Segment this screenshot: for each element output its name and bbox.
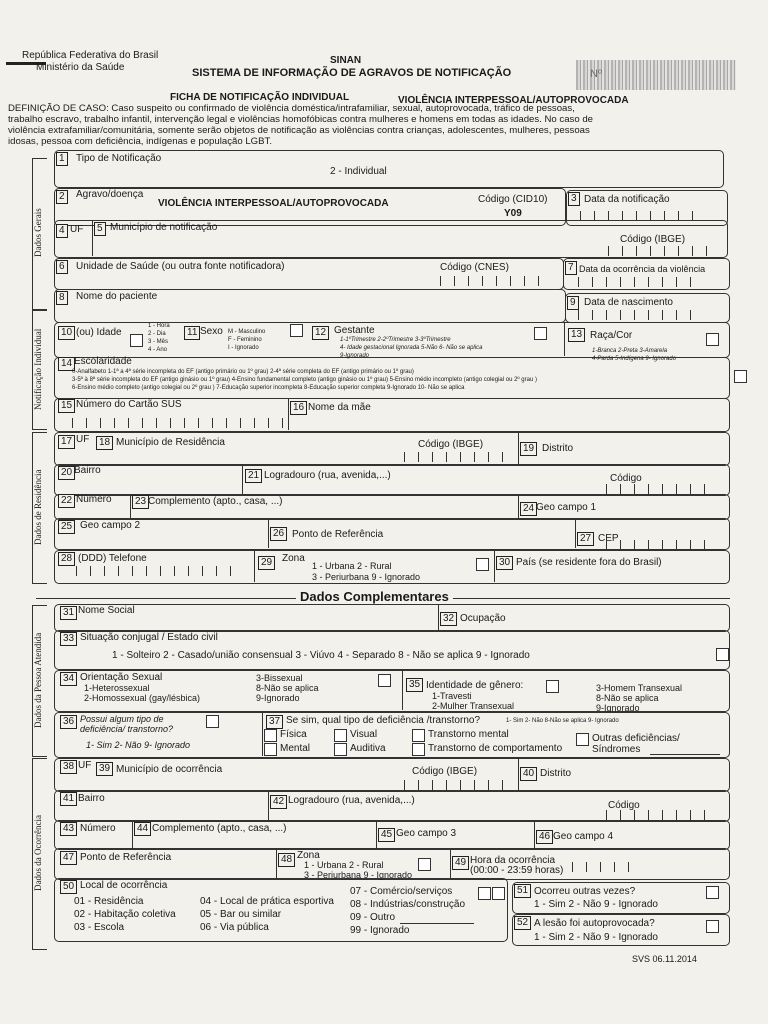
field-label: Orientação Sexual bbox=[80, 672, 163, 683]
section-title-complementares: Dados Complementares bbox=[296, 589, 453, 604]
disability-item-label: Transtorno mental bbox=[428, 729, 509, 740]
divider bbox=[575, 518, 576, 548]
divider bbox=[450, 848, 451, 878]
self-harm-checkbox[interactable] bbox=[706, 920, 719, 933]
divider bbox=[254, 550, 255, 582]
field-number: 34 bbox=[60, 672, 77, 686]
field-number: 29 bbox=[258, 556, 275, 570]
race-options: 1-Branca 2-Preta 3-Amarela 4-Parda 5-Indígena 9- Ignorado bbox=[592, 348, 677, 362]
code-label: Código (IBGE) bbox=[620, 234, 686, 245]
code-label: Código (CNES) bbox=[440, 262, 509, 273]
code-ticks bbox=[608, 246, 720, 256]
orientation-checkbox[interactable] bbox=[378, 674, 391, 687]
gender-options-1: 1-Travesti 2-Mulher Transexual bbox=[432, 691, 515, 711]
field-number: 20 bbox=[58, 466, 75, 480]
field-number: 44 bbox=[134, 822, 151, 836]
field-number: 45 bbox=[378, 828, 395, 842]
field-number: 10 bbox=[58, 326, 75, 340]
disability-item-label: Transtorno de comportamento bbox=[428, 743, 563, 754]
code-label: Código (IBGE) bbox=[412, 766, 478, 777]
divider bbox=[276, 848, 277, 878]
field-number: 14 bbox=[58, 357, 75, 371]
field-label: Ponto de Referência bbox=[292, 529, 384, 540]
field-label: Tipo de Notificação bbox=[76, 153, 162, 164]
zone-options: 1 - Urbana 2 - Rural 3 - Periurbana 9 - Ignorado bbox=[312, 561, 421, 582]
code-label: Código (IBGE) bbox=[418, 439, 484, 450]
pregnancy-options: 1-1ºTrimestre 2-2ºTrimestre 3-3ºTrimestre 4- Idade gestacional Ignorada 5-Não 6- Não se aplica 9-Ignorado bbox=[340, 337, 483, 359]
field-number: 25 bbox=[58, 520, 75, 534]
orientation-options-1: 1-Heterossexual 2-Homossexual (gay/lésbica) bbox=[84, 683, 201, 703]
orientation-options-2: 3-Bissexual 8-Não se aplica 9-Ignorado bbox=[256, 673, 319, 703]
field-label: Ponto de Referência bbox=[80, 852, 172, 863]
location-options-col3: 07 - Comércio/serviços 08 - Indústrias/construção 09 - Outro 99 - Ignorado bbox=[350, 886, 466, 936]
age-unit-checkbox[interactable] bbox=[130, 334, 143, 347]
field-label: Local de ocorrência bbox=[80, 880, 168, 891]
field-number: 32 bbox=[440, 612, 457, 626]
phone-ticks bbox=[76, 566, 244, 576]
field-label: Número bbox=[80, 823, 116, 834]
divider bbox=[262, 712, 263, 756]
field-number: 48 bbox=[278, 853, 295, 867]
divider bbox=[400, 923, 474, 924]
field-number: 37 bbox=[266, 715, 283, 729]
divider bbox=[288, 398, 289, 430]
field-label: Se sim, qual tipo de deficiência /transtorno? bbox=[286, 715, 480, 726]
field-label: Nome Social bbox=[78, 605, 135, 616]
field-label: (ou) Idade bbox=[76, 327, 122, 338]
visual-checkbox[interactable] bbox=[334, 729, 347, 742]
zone-checkbox[interactable] bbox=[476, 558, 489, 571]
divider bbox=[534, 820, 535, 848]
field-label: UF bbox=[76, 434, 90, 445]
field-label: Escolaridade bbox=[74, 356, 132, 367]
disability-item-label: Visual bbox=[350, 729, 378, 740]
field-label: Data da notificação bbox=[584, 194, 670, 205]
field-number: 7 bbox=[565, 261, 577, 275]
field-31-32-box[interactable] bbox=[54, 604, 730, 632]
code-ticks bbox=[404, 452, 516, 462]
field-number: 24 bbox=[520, 502, 537, 516]
field-label: Logradouro (rua, avenida,...) bbox=[288, 795, 415, 806]
field-label: Município de notificação bbox=[110, 222, 218, 233]
field-number: 21 bbox=[245, 469, 262, 483]
field-label: Logradouro (rua, avenida,...) bbox=[264, 470, 391, 481]
divider bbox=[132, 820, 133, 848]
divider bbox=[564, 322, 565, 356]
cep-ticks bbox=[606, 540, 718, 550]
field-number: 47 bbox=[60, 851, 77, 865]
gender-checkbox[interactable] bbox=[546, 680, 559, 693]
field-label: Zona bbox=[282, 553, 305, 564]
gender-options-2: 3-Homem Transexual 8-Não se aplica 9-Ignorado bbox=[596, 683, 683, 713]
field-number: 27 bbox=[577, 532, 594, 546]
field-label: Ocorreu outras vezes? bbox=[534, 886, 636, 897]
divider bbox=[402, 670, 403, 710]
cid10-code: Y09 bbox=[504, 208, 522, 219]
field-number: 16 bbox=[290, 401, 307, 415]
field-label: Município de ocorrência bbox=[116, 764, 223, 775]
field-label: Possui algum tipo de deficiência/ transtorno? bbox=[80, 714, 174, 734]
field-label: Número do Cartão SUS bbox=[76, 399, 182, 410]
date-ticks bbox=[578, 277, 704, 287]
field-number: 41 bbox=[60, 792, 77, 806]
notification-number-stamp: Nº bbox=[576, 60, 736, 90]
field-label: Ocupação bbox=[460, 613, 506, 624]
sus-card-ticks bbox=[72, 418, 296, 428]
field-number: 13 bbox=[568, 328, 585, 342]
divider bbox=[268, 790, 269, 820]
field-label: Bairro bbox=[78, 793, 105, 804]
field-label: País (se residente fora do Brasil) bbox=[516, 557, 662, 568]
agravo-value: VIOLÊNCIA INTERPESSOAL/AUTOPROVOCADA bbox=[158, 198, 389, 209]
field-label: CEP bbox=[598, 533, 619, 544]
field-label: Hora da ocorrência (00:00 - 23:59 horas) bbox=[470, 855, 564, 876]
field-number: 52 bbox=[514, 916, 531, 930]
field-number: 38 bbox=[60, 760, 77, 774]
field-label: (DDD) Telefone bbox=[78, 553, 147, 564]
field-number: 28 bbox=[58, 552, 75, 566]
field-number: 1 bbox=[56, 152, 68, 166]
field-label: Bairro bbox=[74, 465, 101, 476]
divider bbox=[242, 464, 243, 494]
field-number: 39 bbox=[96, 762, 113, 776]
zone-checkbox[interactable] bbox=[418, 858, 431, 871]
side-label-residencia: Dados de Residência bbox=[33, 469, 43, 545]
repeat-options: 1 - Sim 2 - Não 9 - Ignorado bbox=[534, 899, 658, 910]
code-ticks bbox=[606, 484, 718, 494]
code-label: Código bbox=[608, 800, 640, 811]
divider bbox=[268, 518, 269, 548]
code-ticks bbox=[606, 810, 718, 820]
location-checkbox-1[interactable] bbox=[478, 887, 491, 900]
field-label: UF bbox=[78, 760, 92, 771]
auditory-checkbox[interactable] bbox=[334, 743, 347, 756]
field-label: Geo campo 2 bbox=[80, 520, 141, 531]
age-unit-options: 1 - Hora 2 - Dia 3 - Mês 4 - Ano bbox=[148, 323, 170, 353]
notification-type-value: 2 - Individual bbox=[330, 166, 387, 177]
race-checkbox[interactable] bbox=[706, 333, 719, 346]
field-label: Gestante bbox=[334, 325, 375, 336]
field-label: Unidade de Saúde (ou outra fonte notificadora) bbox=[76, 261, 285, 272]
divider bbox=[376, 820, 377, 848]
field-number: 40 bbox=[520, 767, 537, 781]
field-number: 8 bbox=[56, 291, 68, 305]
system-title: SISTEMA DE INFORMAÇÃO DE AGRAVOS DE NOTIFICAÇÃO bbox=[192, 67, 512, 79]
ministry-label: Ministério da Saúde bbox=[36, 62, 125, 73]
zone-options: 1 - Urbana 2 - Rural 3 - Periurbana 9 - Ignorado bbox=[304, 860, 413, 880]
field-number: 11 bbox=[184, 326, 200, 340]
disability-item-label: Mental bbox=[280, 743, 311, 754]
field-number: 43 bbox=[60, 822, 77, 836]
behavior-disorder-checkbox[interactable] bbox=[412, 743, 425, 756]
sex-options: M - Masculino F - Feminino I - Ignorado bbox=[228, 329, 266, 351]
field-number: 30 bbox=[496, 556, 513, 570]
field-number: 19 bbox=[520, 442, 537, 456]
other-disability-checkbox[interactable] bbox=[576, 733, 589, 746]
side-label-gerais: Dados Gerais bbox=[33, 208, 43, 257]
republic-label: República Federativa do Brasil bbox=[22, 50, 159, 61]
ficha-title: FICHA DE NOTIFICAÇÃO INDIVIDUAL bbox=[170, 92, 350, 103]
divider bbox=[518, 494, 519, 518]
field-label: Data da ocorrência da violência bbox=[579, 264, 706, 274]
field-number: 46 bbox=[536, 830, 553, 844]
divider bbox=[438, 604, 439, 630]
cnes-ticks bbox=[440, 276, 552, 286]
field-number: 26 bbox=[270, 527, 287, 541]
side-label-ocorrencia: Dados da Ocorrência bbox=[33, 815, 43, 891]
date-ticks bbox=[578, 310, 704, 320]
field-label: Município de Residência bbox=[116, 437, 225, 448]
location-checkbox-2[interactable] bbox=[492, 887, 505, 900]
schooling-options: 0-Analfabeto 1-1ª a 4ª série incompleta do EF (antigo primário ou 1º grau) 2-4ª série completa do EF (antigo primário ou 1º grau) 3-5ª à 8ª série incompleta do EF (antigo ginásio ou 1º grau) 4-Ensino fundamental completo (antigo ginásio ou 1º grau) 5-Ensino médio incompleto (antigo colegial ou 2º grau ) 6-Ensino médio completo (antigo colegial ou 2º grau ) 7-Educação superior incompleta 8-Educação superior completa 9-Ignorado 10- Não se aplica bbox=[72, 369, 537, 391]
self-harm-options: 1 - Sim 2 - Não 9 - Ignorado bbox=[534, 932, 658, 943]
case-definition: DEFINIÇÃO DE CASO: Caso suspeito ou confirmado de violência doméstica/intrafamiliar, sexual, autoprovocada, tráfico de pessoas, trabalho escravo, trabalho infantil, intervenção legal e violências homofóbicas contra mulheres e homens em todas as idades. No caso de violência extrafamiliar/comunitária, somente serão objetos de notificação as violências contra crianças, adolescentes, mulheres, pessoas idosas, pessoa com deficiência, indígenas e população LGBT. bbox=[8, 103, 594, 147]
divider bbox=[130, 494, 131, 518]
code-ticks bbox=[404, 780, 516, 790]
disability-checkbox[interactable] bbox=[206, 715, 219, 728]
field-label: Geo campo 1 bbox=[536, 502, 597, 513]
time-ticks bbox=[572, 862, 642, 872]
field-number: 15 bbox=[58, 399, 75, 413]
mental-disorder-checkbox[interactable] bbox=[412, 729, 425, 742]
field-label: Zona bbox=[297, 850, 320, 861]
field-label: Agravo/doença bbox=[76, 189, 144, 200]
field-number: 12 bbox=[312, 326, 329, 340]
field-label: Raça/Cor bbox=[590, 330, 633, 341]
field-label: Data de nascimento bbox=[584, 297, 673, 308]
field-number: 33 bbox=[60, 632, 77, 646]
field-label: Situação conjugal / Estado civil bbox=[80, 632, 218, 643]
form-version: SVS 06.11.2014 bbox=[632, 954, 697, 964]
field-label: Complemento (apto., casa, ...) bbox=[148, 496, 283, 507]
field-label: Geo campo 3 bbox=[396, 828, 457, 839]
field-number: 35 bbox=[406, 678, 423, 692]
field-label: UF bbox=[70, 224, 84, 235]
field-number: 5 bbox=[94, 222, 106, 236]
marital-options: 1 - Solteiro 2 - Casado/união consensual 3 - Viúvo 4 - Separado 8 - Não se aplica 9 - Ignorado bbox=[112, 650, 530, 661]
field-number: 2 bbox=[56, 190, 68, 204]
sinan-label: SINAN bbox=[330, 55, 362, 66]
field-label: Nome do paciente bbox=[76, 291, 158, 302]
field-number: 23 bbox=[132, 495, 149, 509]
divider bbox=[518, 432, 519, 464]
divider bbox=[650, 754, 720, 755]
field-number: 18 bbox=[96, 436, 113, 450]
field-label: Identidade de gênero: bbox=[426, 680, 524, 691]
field-label: Geo campo 4 bbox=[553, 831, 614, 842]
other-disability-label: Outras deficiências/ Síndromes bbox=[592, 733, 680, 755]
field-number: 49 bbox=[452, 856, 469, 870]
disability-item-label: Física bbox=[280, 729, 307, 740]
field-number: 51 bbox=[514, 884, 531, 898]
field-label: Sexo bbox=[200, 326, 223, 337]
field-number: 22 bbox=[58, 494, 75, 508]
field-label: Complemento (apto., casa, ...) bbox=[152, 823, 287, 834]
code-label: Código bbox=[610, 473, 642, 484]
field-label: A lesão foi autoprovocada? bbox=[534, 918, 655, 929]
field-label: Distrito bbox=[542, 443, 574, 454]
field-label: Número bbox=[76, 494, 112, 505]
code-label: Código (CID10) bbox=[478, 194, 548, 205]
ficha-type: VIOLÊNCIA INTERPESSOAL/AUTOPROVOCADA bbox=[398, 95, 629, 106]
field-label: Nome da mãe bbox=[308, 402, 371, 413]
mental-checkbox[interactable] bbox=[264, 743, 277, 756]
field-number: 9 bbox=[567, 296, 579, 310]
pregnancy-checkbox[interactable] bbox=[534, 327, 547, 340]
field-number: 36 bbox=[60, 715, 77, 729]
sex-checkbox[interactable] bbox=[290, 324, 303, 337]
physical-checkbox[interactable] bbox=[264, 729, 277, 742]
side-label-pessoa: Dados da Pessoa Atendida bbox=[33, 632, 43, 728]
marital-checkbox[interactable] bbox=[716, 648, 729, 661]
divider bbox=[518, 758, 519, 790]
field-number: 50 bbox=[60, 880, 77, 894]
side-label-individual: Notificação Individual bbox=[33, 328, 43, 410]
disability-item-label: Auditiva bbox=[350, 743, 386, 754]
field-number: 6 bbox=[56, 260, 68, 274]
field-label: Distrito bbox=[540, 768, 572, 779]
divider bbox=[92, 220, 93, 256]
repeat-checkbox[interactable] bbox=[706, 886, 719, 899]
schooling-checkbox[interactable] bbox=[734, 370, 747, 383]
disability-legend: 1- Sim 2- Não 8-Não se aplica 9- Ignorado bbox=[506, 718, 619, 724]
field-number: 17 bbox=[58, 435, 75, 449]
field-number: 31 bbox=[60, 606, 77, 620]
location-options-col2: 04 - Local de prática esportiva 05 - Bar ou similar 06 - Via pública bbox=[200, 896, 334, 933]
field-number: 42 bbox=[270, 795, 287, 809]
disability-yes-no-options: 1- Sim 2- Não 9- Ignorado bbox=[86, 740, 191, 750]
field-number: 3 bbox=[568, 192, 580, 206]
divider bbox=[494, 550, 495, 582]
location-options-col1: 01 - Residência 02 - Habitação coletiva 03 - Escola bbox=[74, 896, 176, 933]
field-number: 4 bbox=[56, 224, 68, 238]
